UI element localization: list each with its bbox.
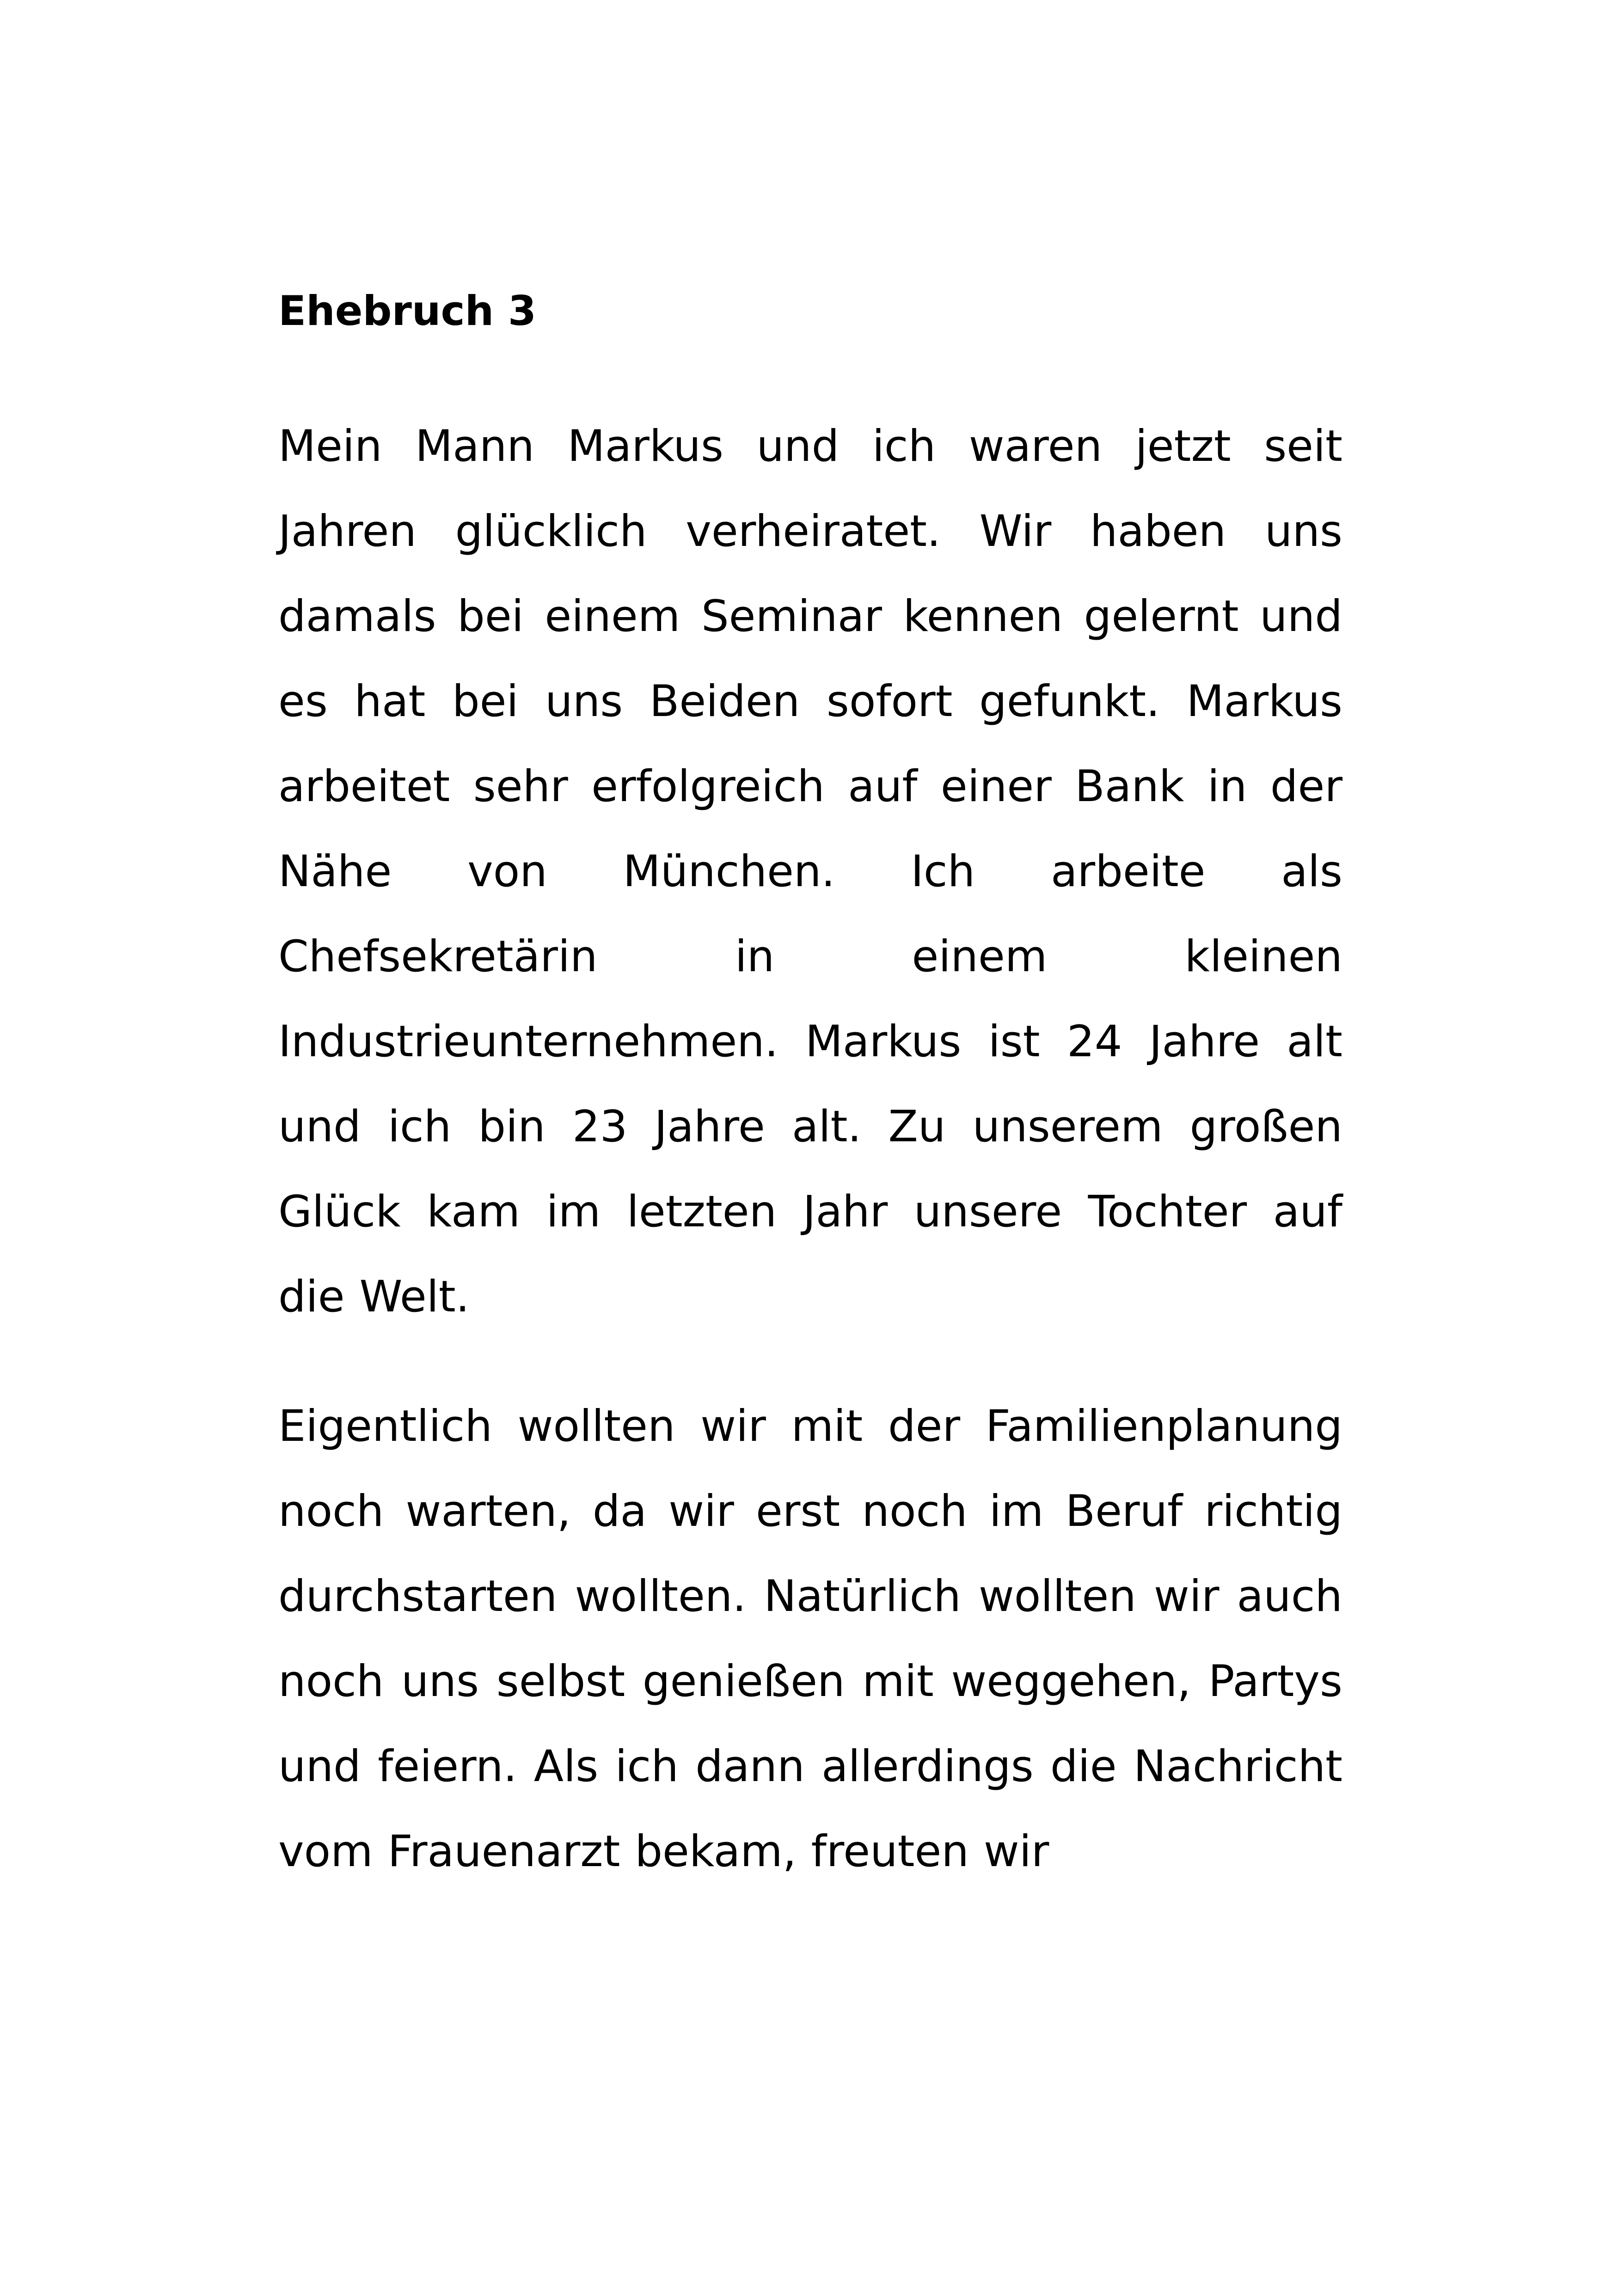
document-title: Ehebruch 3 bbox=[278, 287, 537, 335]
document-content bbox=[278, 282, 1342, 1894]
paragraph-1: Mein Mann Markus und ich waren jetzt seit Jahren glücklich verheiratet. Wir haben uns damals bei einem Seminar kennen gelernt und es hat bei uns Beiden sofort gefunkt. Markus arbeitet sehr erfolgreich auf einer Bank in der Nähe von München. Ich arbeite als Chefsekretärin in einem kleinen Industrieunternehmen. Markus ist 24 Jahre alt und ich bin 23 Jahre alt. Zu unserem großen Glück kam im letzten Jahr unsere Tochter auf die Welt. bbox=[278, 421, 1342, 1322]
paragraph-2: Eigentlich wollten wir mit der Familienplanung noch warten, da wir erst noch im Beruf richtig durchstarten wollten. Natürlich wollten wir auch noch uns selbst genießen mit weggehen, Partys und feiern. Als ich dann allerdings die Nachricht vom Frauenarzt bekam, freuten wir bbox=[278, 1401, 1342, 1877]
